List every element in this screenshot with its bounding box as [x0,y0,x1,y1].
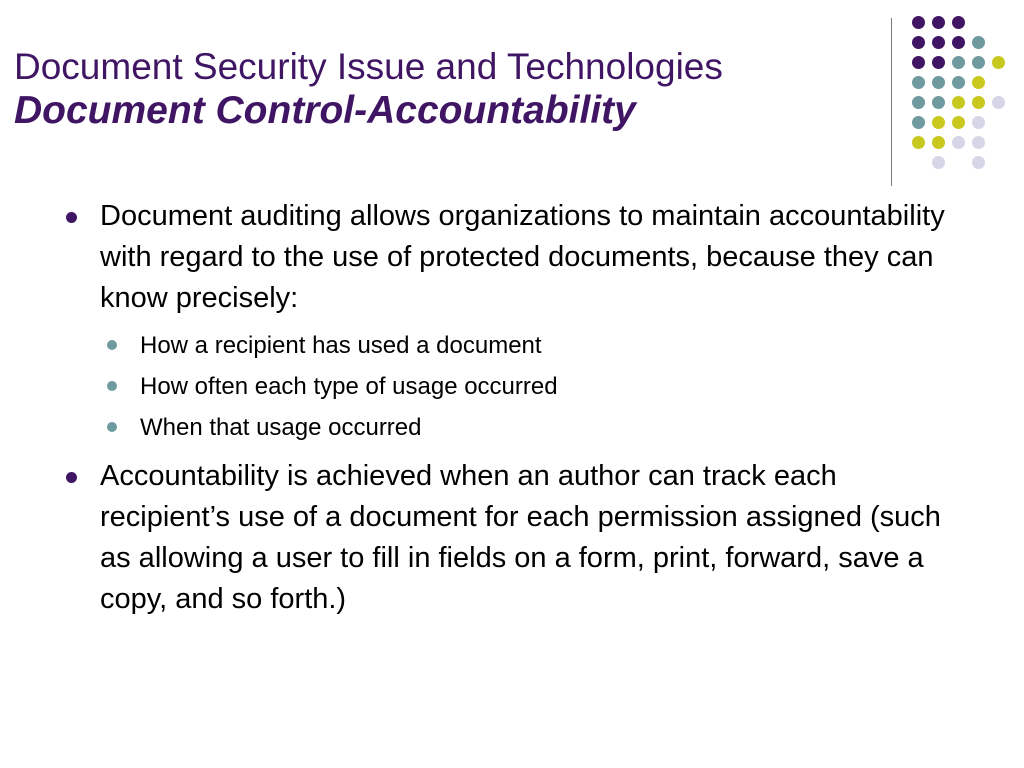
bullet-text: Document auditing allows organizations to maintain accountability with regard to the use of protected documents, because they can know precisely: [100,200,945,314]
bullet-text: Accountability is achieved when an author can track each recipient’s use of a document for each permission assigned (such as allowing a user to fill in fields on a form, print, forward, save a copy, and so forth.) [100,460,941,615]
decorative-dot [952,56,965,69]
slide-body [60,196,970,620]
decorative-dot [912,136,925,149]
decorative-dot [952,36,965,49]
decorative-dot [972,96,985,109]
bullet-item [60,196,970,319]
decorative-dot [972,156,985,169]
decorative-dot [912,16,925,29]
decorative-dot [932,96,945,109]
decorative-dot [972,56,985,69]
decorative-dot [952,76,965,89]
sub-bullet-marker [107,340,117,350]
sub-bullet-text: When that usage occurred [140,414,422,441]
sub-bullet-item [60,325,970,366]
decorative-dot [952,116,965,129]
sub-bullet-list [60,325,970,448]
slide-subtitle: Document Control-Accountability [14,89,636,132]
decorative-dot [952,136,965,149]
decorative-dot [912,116,925,129]
decorative-dot [932,36,945,49]
decorative-dot [972,36,985,49]
title-divider [891,18,892,186]
decorative-dot [932,56,945,69]
decorative-dot [932,136,945,149]
decorative-dot [972,76,985,89]
bullet-marker [66,212,77,223]
slide-title: Document Security Issue and Technologies [14,46,723,87]
title-block [14,46,884,134]
decorative-dot [972,116,985,129]
decorative-dot [912,56,925,69]
decorative-dot [972,136,985,149]
decorative-dot [932,156,945,169]
decorative-dot [912,36,925,49]
decorative-dot [932,76,945,89]
decorative-dot [912,76,925,89]
decorative-dot [932,116,945,129]
decorative-dot [992,96,1005,109]
decorative-dot [912,96,925,109]
sub-bullet-marker [107,422,117,432]
decorative-dot [992,56,1005,69]
sub-bullet-item [60,407,970,448]
bullet-marker [66,472,77,483]
decorative-dot [932,16,945,29]
sub-bullet-marker [107,381,117,391]
decorative-dot [952,16,965,29]
decorative-dot [952,96,965,109]
sub-bullet-text: How often each type of usage occurred [140,373,558,400]
sub-bullet-text: How a recipient has used a document [140,332,542,359]
bullet-item [60,456,970,620]
sub-bullet-item [60,366,970,407]
